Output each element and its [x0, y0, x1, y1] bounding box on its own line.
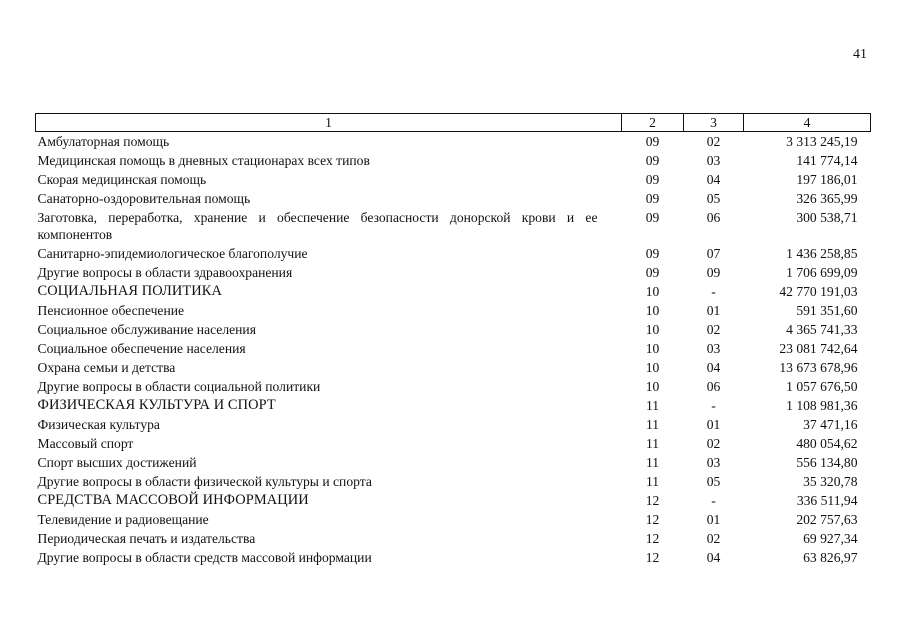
row-amount-cell: 1 108 981,36: [786, 398, 858, 413]
row-section-cell: 12: [645, 493, 660, 508]
row-section-cell: 11: [645, 398, 660, 413]
row-subsection-cell: 02: [706, 436, 721, 451]
row-amount-cell: 197 186,01: [796, 172, 858, 187]
row-subsection-cell: 04: [706, 550, 721, 565]
table-row: [36, 282, 871, 301]
row-name-cell: Периодическая печать и издательства: [37, 531, 256, 546]
row-amount-cell: 480 054,62: [796, 436, 858, 451]
row-name-cell: Охрана семьи и детства: [37, 360, 176, 375]
row-amount-cell: 37 471,16: [803, 417, 858, 432]
row-amount-cell: 556 134,80: [796, 455, 858, 470]
table-row: [36, 320, 871, 339]
row-section-cell: 10: [645, 284, 660, 299]
row-section-cell: 09: [645, 265, 660, 280]
row-name-cell: СОЦИАЛЬНАЯ ПОЛИТИКА: [37, 283, 222, 299]
row-amount-cell: 13 673 678,96: [779, 360, 858, 375]
row-subsection-cell: -: [711, 493, 716, 508]
row-section-cell: 09: [645, 210, 660, 225]
table-row: [36, 510, 871, 529]
table-row: [36, 132, 871, 152]
row-subsection-cell: 03: [706, 341, 721, 356]
row-name-cell: Физическая культура: [37, 417, 160, 432]
row-subsection-cell: 02: [706, 322, 721, 337]
row-subsection-cell: 02: [706, 134, 721, 149]
row-section-cell: 09: [645, 134, 660, 149]
row-subsection-cell: -: [711, 284, 716, 299]
column-header-section: 2: [622, 114, 684, 132]
table-row: [36, 491, 871, 510]
row-amount-cell: 35 320,78: [803, 474, 858, 489]
row-subsection-cell: 03: [706, 153, 721, 168]
row-section-cell: 11: [645, 417, 660, 432]
row-subsection-cell: 04: [706, 172, 721, 187]
table-row: [36, 529, 871, 548]
table-row: [36, 208, 871, 244]
row-section-cell: 09: [645, 153, 660, 168]
row-name-cell: ФИЗИЧЕСКАЯ КУЛЬТУРА И СПОРТ: [37, 397, 276, 413]
table-row: [36, 548, 871, 567]
row-subsection-cell: 02: [706, 531, 721, 546]
row-name-cell: Массовый спорт: [37, 436, 134, 451]
row-section-cell: 12: [645, 531, 660, 546]
row-amount-cell: 69 927,34: [803, 531, 858, 546]
row-name-cell: Социальное обслуживание населения: [37, 322, 256, 337]
row-section-cell: 12: [645, 550, 660, 565]
row-section-cell: 11: [645, 455, 660, 470]
row-section-cell: 09: [645, 246, 660, 261]
row-name-cell: Амбулаторная помощь: [37, 134, 170, 149]
column-header-name: 1: [36, 114, 622, 132]
row-subsection-cell: 09: [706, 265, 721, 280]
row-subsection-cell: 05: [706, 191, 721, 206]
row-subsection-cell: 01: [706, 303, 721, 318]
row-amount-cell: 326 365,99: [796, 191, 858, 206]
table-row: [36, 453, 871, 472]
row-name-cell: Телевидение и радиовещание: [37, 512, 209, 527]
row-section-cell: 10: [645, 303, 660, 318]
row-amount-cell: 63 826,97: [803, 550, 858, 565]
table-row: [36, 189, 871, 208]
row-subsection-cell: 05: [706, 474, 721, 489]
row-section-cell: 12: [645, 512, 660, 527]
table-row: [36, 339, 871, 358]
row-name-cell: Медицинская помощь в дневных стационарах всех типов: [37, 153, 370, 168]
row-name-cell: Скорая медицинская помощь: [37, 172, 207, 187]
row-section-cell: 11: [645, 436, 660, 451]
table-header: [36, 114, 871, 132]
row-amount-cell: 1 436 258,85: [786, 246, 858, 261]
row-amount-cell: 300 538,71: [796, 210, 858, 225]
row-name-cell: Санитарно-эпидемиологическое благополучие: [37, 246, 308, 261]
row-name-cell: Другие вопросы в области социальной политики: [37, 379, 321, 394]
row-name-cell: Другие вопросы в области средств массовой информации: [37, 550, 372, 565]
row-section-cell: 10: [645, 360, 660, 375]
row-amount-cell: 4 365 741,33: [786, 322, 858, 337]
table-row: [36, 170, 871, 189]
row-section-cell: 11: [645, 474, 660, 489]
row-subsection-cell: 01: [706, 417, 721, 432]
row-name-cell: Санаторно-оздоровительная помощь: [37, 191, 251, 206]
table-row: [36, 244, 871, 263]
table-row: [36, 377, 871, 396]
row-amount-cell: 591 351,60: [796, 303, 858, 318]
table-row: [36, 263, 871, 282]
row-name-cell: Социальное обеспечение населения: [37, 341, 246, 356]
row-amount-cell: 141 774,14: [796, 153, 858, 168]
row-section-cell: 09: [645, 172, 660, 187]
row-subsection-cell: 06: [706, 379, 721, 394]
row-subsection-cell: 01: [706, 512, 721, 527]
row-name-cell: СРЕДСТВА МАССОВОЙ ИНФОРМАЦИИ: [37, 492, 309, 508]
row-amount-cell: 1 057 676,50: [786, 379, 858, 394]
table-row: [36, 434, 871, 453]
table-row: [36, 151, 871, 170]
budget-table: [35, 113, 871, 567]
row-name-cell: Другие вопросы в области физической культуры и спорта: [37, 474, 372, 489]
table-body: [36, 132, 871, 568]
row-subsection-cell: -: [711, 398, 716, 413]
column-header-subsection: 3: [684, 114, 744, 132]
row-amount-cell: 23 081 742,64: [779, 341, 858, 356]
row-section-cell: 10: [645, 322, 660, 337]
row-name-cell: Другие вопросы в области здравоохранения: [37, 265, 293, 280]
row-subsection-cell: 04: [706, 360, 721, 375]
row-subsection-cell: 06: [706, 210, 721, 225]
row-subsection-cell: 03: [706, 455, 721, 470]
row-name-cell: Пенсионное обеспечение: [37, 303, 185, 318]
row-amount-cell: 42 770 191,03: [779, 284, 858, 299]
header-row: [36, 114, 871, 132]
row-amount-cell: 202 757,63: [796, 512, 858, 527]
row-subsection-cell: 07: [706, 246, 721, 261]
row-section-cell: 09: [645, 191, 660, 206]
row-amount-cell: 336 511,94: [796, 493, 858, 508]
row-amount-cell: 1 706 699,09: [786, 265, 858, 280]
row-section-cell: 10: [645, 379, 660, 394]
table-row: [36, 472, 871, 491]
table-row: [36, 396, 871, 415]
page-number: 41: [853, 47, 867, 62]
table-row: [36, 358, 871, 377]
row-amount-cell: 3 313 245,19: [786, 134, 858, 149]
table-row: [36, 301, 871, 320]
column-header-amount: 4: [744, 114, 871, 132]
row-name-cell: Спорт высших достижений: [37, 455, 197, 470]
row-section-cell: 10: [645, 341, 660, 356]
table-row: [36, 415, 871, 434]
row-name-cell: Заготовка, переработка, хранение и обеспечение безопасности донорской крови и ее компонентов: [37, 210, 598, 242]
